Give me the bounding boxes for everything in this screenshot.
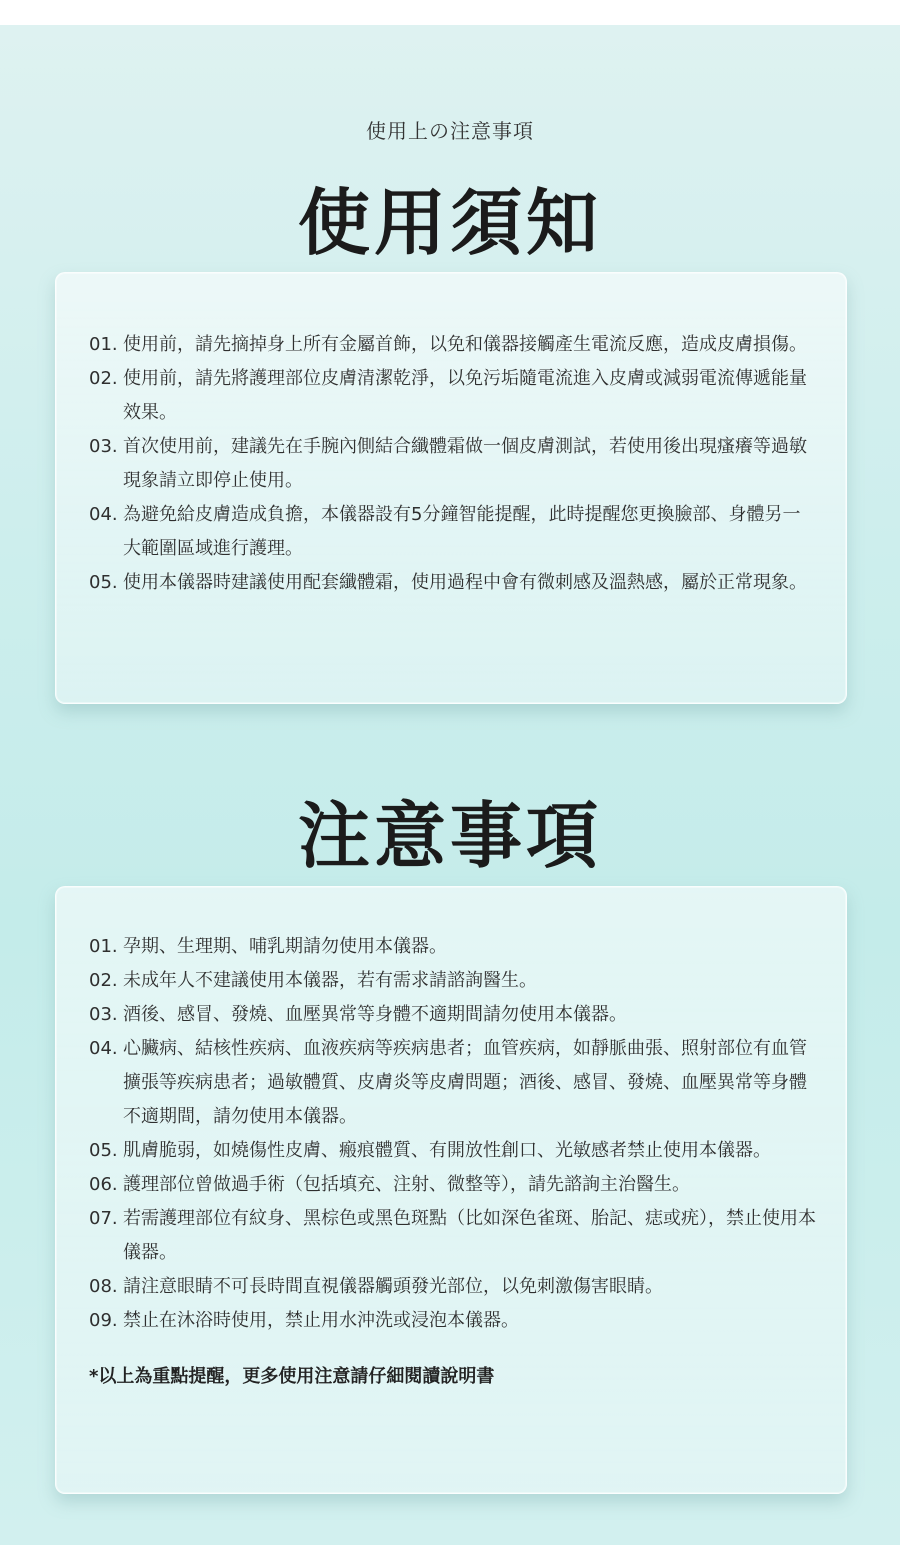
item-number: 02. (89, 368, 118, 389)
list-item (89, 998, 816, 1032)
item-number: 08. (89, 1276, 118, 1297)
item-number: 01. (89, 936, 118, 957)
list-item (89, 930, 816, 964)
usage-notice-card (55, 272, 847, 704)
item-number: 01. (89, 334, 118, 355)
reminder-note: *以上為重點提醒，更多使用注意請仔細閱讀說明書 (89, 1366, 495, 1387)
list-item (89, 328, 816, 362)
item-text: 首次使用前，建議先在手腕內側結合纖體霜做一個皮膚測試，若使用後出現瘙癢等過敏現象請立即停止使用。 (123, 436, 807, 491)
list-item (89, 362, 816, 430)
item-text: 使用前，請先摘掉身上所有金屬首飾，以免和儀器接觸產生電流反應，造成皮膚損傷。 (123, 334, 807, 355)
item-number: 04. (89, 1038, 118, 1059)
item-number: 05. (89, 1140, 118, 1161)
page-subtitle: 使用上の注意事項 (366, 119, 534, 143)
list-item (89, 498, 816, 566)
list-item (89, 1134, 816, 1168)
item-text: 使用本儀器時建議使用配套纖體霜，使用過程中會有微刺感及溫熱感，屬於正常現象。 (123, 572, 807, 593)
item-number: 03. (89, 436, 118, 457)
item-text: 酒後、感冒、發燒、血壓異常等身體不適期間請勿使用本儀器。 (123, 1004, 627, 1025)
section-title-precautions: 注意事項 (297, 793, 602, 878)
item-number: 02. (89, 970, 118, 991)
list-item (89, 566, 816, 600)
item-text: 使用前，請先將護理部位皮膚清潔乾淨，以免污垢隨電流進入皮膚或減弱電流傳遞能量效果。 (123, 368, 807, 423)
list-item (89, 1032, 816, 1134)
top-band (0, 0, 900, 25)
list-item (89, 1168, 816, 1202)
page-title: 使用須知 (297, 180, 602, 265)
item-number: 06. (89, 1174, 118, 1195)
item-number: 09. (89, 1310, 118, 1331)
item-text: 為避免給皮膚造成負擔，本儀器設有5分鐘智能提醒，此時提醒您更換臉部、身體另一大範圍區域進行護理。 (123, 504, 801, 559)
item-text: 禁止在沐浴時使用，禁止用水沖洗或浸泡本儀器。 (123, 1310, 519, 1331)
item-number: 05. (89, 572, 118, 593)
list-item (89, 430, 816, 498)
list-item (89, 964, 816, 998)
item-text: 若需護理部位有紋身、黑棕色或黑色斑點（比如深色雀斑、胎記、痣或疣），禁止使用本儀器。 (123, 1208, 816, 1263)
list-item (89, 1304, 816, 1338)
item-text: 孕期、生理期、哺乳期請勿使用本儀器。 (123, 936, 447, 957)
item-text: 未成年人不建議使用本儀器，若有需求請諮詢醫生。 (123, 970, 537, 991)
item-text: 心臟病、結核性疾病、血液疾病等疾病患者；血管疾病，如靜脈曲張、照射部位有血管擴張等疾病患者；過敏體質、皮膚炎等皮膚問題；酒後、感冒、發燒、血壓異常等身體不適期間，請勿使用本儀器。 (123, 1038, 807, 1127)
item-number: 03. (89, 1004, 118, 1025)
item-number: 07. (89, 1208, 118, 1229)
list-item (89, 1202, 816, 1270)
item-text: 護理部位曾做過手術（包括填充、注射、微整等），請先諮詢主治醫生。 (123, 1174, 690, 1195)
item-text: 請注意眼睛不可長時間直視儀器觸頭發光部位，以免刺激傷害眼睛。 (123, 1276, 663, 1297)
precautions-card (55, 886, 847, 1494)
item-number: 04. (89, 504, 118, 525)
list-item (89, 1270, 816, 1304)
item-text: 肌膚脆弱，如燒傷性皮膚、瘢痕體質、有開放性創口、光敏感者禁止使用本儀器。 (123, 1140, 771, 1161)
